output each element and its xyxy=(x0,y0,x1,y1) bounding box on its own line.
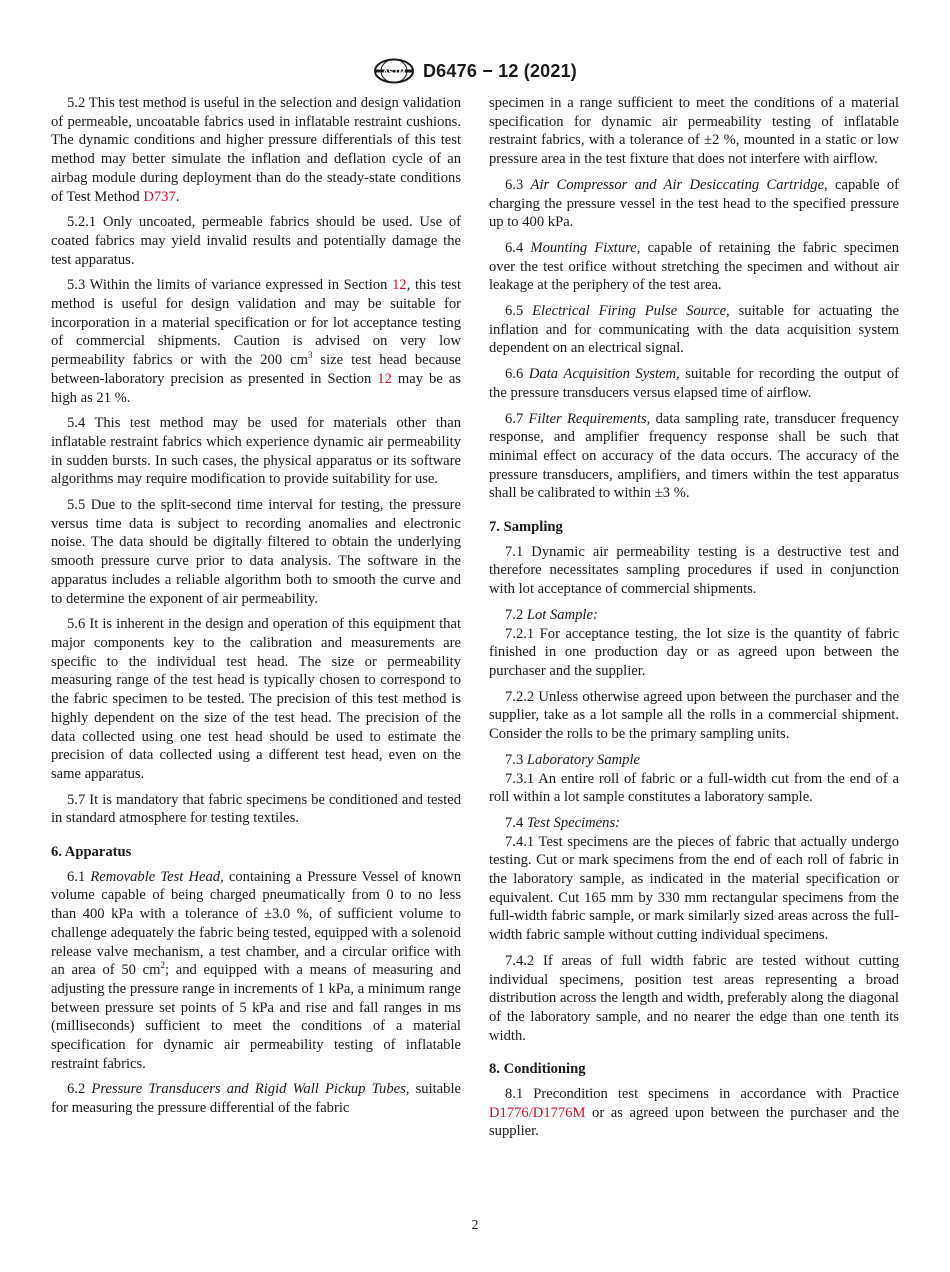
heading-sampling: 7. Sampling xyxy=(489,519,563,536)
paragraph-7-2: 7.2 Lot Sample: xyxy=(505,606,598,623)
paragraph-6-4: 6.4 Mounting Fixture, capable of retaining the fabric specimen over the test orifice without stretching the specimen and without air leakage at the periphery of the test area. xyxy=(489,239,899,294)
paragraph-6-5: 6.5 Electrical Firing Pulse Source, suitable for actuating the inflation and for communicating with the data acquisition system dependent on an electrical signal. xyxy=(489,303,900,357)
paragraph-5-6: 5.6 It is inherent in the design and operation of this equipment that major components key to the calibration and measurements are specific to the individual test head. The size or permeability measuring range of the test head is typically chosen to correspond to the fabric specimen to be tested. The precision of this test method is highly dependent on the size of the test head. The precision of the data collected using one test head should be used to estimate the precision of data collected using a different test head, even on the same apparatus. xyxy=(51,616,461,782)
right-column xyxy=(489,94,899,1148)
standard-designation: D6476 − 12 (2021) xyxy=(422,60,577,81)
paragraph-7-3: 7.3 Laboratory Sample xyxy=(505,751,640,768)
paragraph-6-7: 6.7 Filter Requirements, data sampling rate, transducer frequency response, and amplifier frequency response shall be such that minimal effect on accuracy of the data occurs. The accuracy of the pressure transducers, amplifiers, and timers within the test apparatus shall be calibrated to within ±3 %. xyxy=(489,410,900,502)
paragraph-5-3: 5.3 Within the limits of variance expressed in Section 12, this test method is useful for design validation and may be suitable for incorporation in a material specification or for lot acceptance testing of commercial shipments. Caution is advised on very low permeability fabrics or with the 200 $cm^3$ size test head because between-laboratory precision as presented in Section 12 may be as high as 21 %. xyxy=(51,277,462,406)
paragraph-5-7: 5.7 It is mandatory that fabric specimens be conditioned and tested in standard atmosphere for testing textiles. xyxy=(51,791,461,827)
left-column xyxy=(51,94,461,1125)
page-number: 2 xyxy=(471,1218,479,1233)
heading-conditioning: 8. Conditioning xyxy=(489,1061,586,1078)
paragraph-5-2: 5.2 This test method is useful in the selection and design validation of permeable, uncoatable fabrics used in inflatable restraint cushions. The dynamic conditions and higher pressure differentials of this test method may better simulate the inflation and deflation cycle of an airbag module during deployment than do the steady-state conditions of Test Method D737. xyxy=(51,95,461,205)
link-d1776[interactable]: D1776/D1776M xyxy=(489,1104,586,1121)
paragraph-8-1: 8.1 Precondition test specimens in accordance with Practice D1776/D1776M or as agreed upon between the purchaser and the supplier. xyxy=(489,1086,899,1140)
paragraph-6-3: 6.3 Air Compressor and Air Desiccating Cartridge, capable of charging the pressure vessel in the test head to the specified pressure up to 400 kPa. xyxy=(489,176,900,231)
paragraph-5-5: 5.5 Due to the split-second time interval for testing, the pressure versus time data is subject to recording anomalies and electronic noise. The data should be digitally filtered to obtain the underlying smooth pressure curve prior to data analysis. The software in the apparatus includes a reliable algorithm both to smooth the curve and to determine the exponent of air permeability. xyxy=(51,497,461,607)
heading-apparatus: 6. Apparatus xyxy=(51,844,132,861)
paragraph-6-6: 6.6 Data Acquisition System, suitable for recording the output of the pressure transducers versus elapsed time of airflow. xyxy=(489,366,900,401)
paragraph-5-4: 5.4 This test method may be used for materials other than inflatable restraint fabrics which experience dynamic air permeability in sudden bursts. In such cases, the physical apparatus or its software algorithms may require modification to provide suitability for use. xyxy=(51,415,461,488)
paragraph-5-2-1: 5.2.1 Only uncoated, permeable fabrics should be used. Use of coated fabrics may yield invalid results and potentially damage the test apparatus. xyxy=(51,214,461,268)
paragraph-7-1: 7.1 Dynamic air permeability testing is a destructive test and therefore necessitates sampling procedures if used in conjunction with lot acceptance of commercial shipments. xyxy=(489,543,899,598)
paragraph-7-2-2: 7.2.2 Unless otherwise agreed upon between the purchaser and the supplier, take as a lot sample all the rolls in a commercial shipment. Consider the rolls to be the primary sampling units. xyxy=(489,688,899,743)
link-d737[interactable]: D737 xyxy=(143,188,176,205)
paragraph-6-2-continued: specimen in a range sufficient to meet the conditions of a material specification for dynamic air permeability testing of inflatable restraint fabrics, with a tolerance of ±2 %, mounted in a static or low pressure area in the test fixture that does not interfere with airflow. xyxy=(489,95,899,168)
paragraph-6-1: 6.1 Removable Test Head, containing a Pressure Vessel of known volume capable of being charged pneumatically from 0 to no less than 400 kPa with a tolerance of ±3.0 %, of sufficient volume to challenge adequately the fabric being tested, equipped with a solenoid release valve mechanism, a test chamber, and a circular orifice with an area of 50 $cm^2$; and equipped with a means of measuring and adjusting the pressure range in increments of 1 kPa, a minimum range between pressure set points of 5 kPa and rise and fall ranges in ms (milliseconds) sufficient to meet the conditions of a material specification for dynamic air permeability testing of inflatable restraint fabrics. xyxy=(51,868,462,1072)
link-section-12[interactable]: 12 xyxy=(392,277,407,294)
paragraph-7-4: 7.4 Test Specimens: xyxy=(505,814,620,831)
paragraph-7-4-2: 7.4.2 If areas of full width fabric are tested without cutting individual specimens, position test areas representing a broad distribution across the length and width, preferably along the diagonal of the laboratory sample, and no nearer the edge than one tenth its width. xyxy=(489,952,899,1044)
paragraph-7-4-1: 7.4.1 Test specimens are the pieces of fabric that actually undergo testing. Cut or mark specimens from the end of each roll of fabric in the laboratory sample, as indicated in the material specification or equivalent. Cut 165 mm by 330 mm rectangular specimens from the full-width fabric sample, or mark similarly sized areas across the full-width fabric sample without cutting individual specimens. xyxy=(489,833,899,944)
paragraph-7-3-1: 7.3.1 An entire roll of fabric or a full-width cut from the end of a roll within a lot sample constitutes a laboratory sample. xyxy=(489,770,899,806)
astm-logo-icon xyxy=(373,58,415,84)
paragraph-6-2: 6.2 Pressure Transducers and Rigid Wall Pickup Tubes, suitable for measuring the pressure differential of the fabric xyxy=(51,1081,461,1117)
astm-logo-text: ASTM xyxy=(382,68,406,77)
link-section-12-second[interactable]: 12 xyxy=(377,370,392,387)
paragraph-7-2-1: 7.2.1 For acceptance testing, the lot size is the quantity of fabric finished in one production day or as agreed upon between the purchaser and the supplier. xyxy=(489,625,899,679)
page-header xyxy=(0,56,950,86)
